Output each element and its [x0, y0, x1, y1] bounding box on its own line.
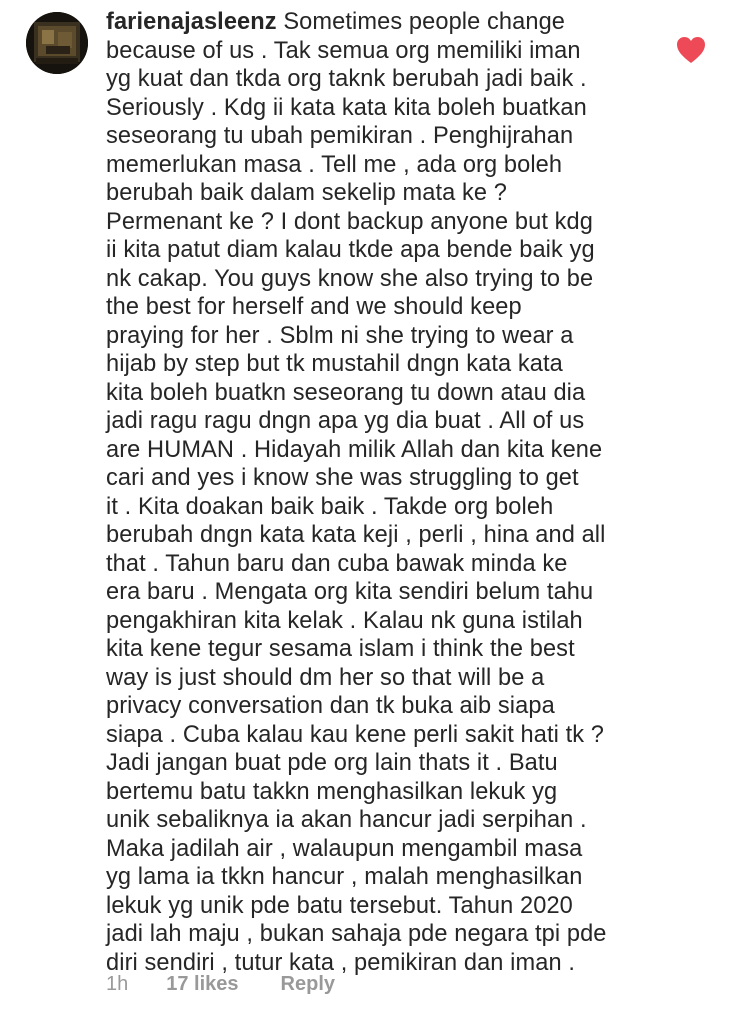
profile-photo-icon: [26, 12, 88, 74]
comment-username[interactable]: farienajasleenz: [106, 9, 277, 35]
heart-icon[interactable]: [676, 36, 706, 64]
comment-body: [106, 8, 661, 977]
comment-text: Sometimes people change because of us . Tak semua org memiliki iman yg kuat dan tkda org taknk berubah jadi baik . Seriously . Kdg ii kata kata kita boleh buatkan seseorang tu ubah pemikiran . Penghijrahan memerlukan masa . Tell me , ada org boleh berubah baik dalam sekelip mata ke ? Permenant ke ? I dont backup anyone but kdg ii kita patut diam kalau tkde apa bende baik yg nk cakap. You guys know she also trying to be the best for herself and we should keep praying for her . Sblm ni she trying to wear a hijab by step but tk mustahil dngn kata kata kita boleh buatkn seseorang tu down atau dia jadi ragu ragu dngn apa yg dia buat . All of us are HUMAN . Hidayah milik Allah dan kita kene cari and yes i know she was struggling to get it . Kita doakan baik baik . Takde org boleh berubah dngn kata kata keji , perli , hina and all that . Tahun baru dan cuba bawak minda ke era baru . Mengata org kita sendiri belum tahu pengakhiran kita kelak . Kalau nk guna istilah kita kene tegur sesama islam i think the best way is just should dm her so that will be a privacy conversation dan tk buka aib siapa siapa . Cuba kalau kau kene perli sakit hati tk ? Jadi jangan buat pde org lain thats it . Batu bertemu batu takkn menghasilkan lekuk yg unik sebaliknya ia akan hancur jadi serpihan . Maka jadilah air , walaupun mengambil masa yg lama ia tkkn hancur , malah menghasilkan lekuk yg unik pde batu tersebut. Tahun 2020 jadi lah maju , bukan sahaja pde negara tpi pde diri sendiri , tutur kata , pemikiran dan iman .: [106, 9, 607, 976]
reply-button[interactable]: Reply: [280, 973, 336, 995]
avatar[interactable]: [26, 12, 88, 74]
comment-meta: [106, 973, 335, 996]
comment-timestamp: 1h: [106, 973, 129, 995]
likes-count-link[interactable]: 17 likes: [166, 973, 239, 995]
